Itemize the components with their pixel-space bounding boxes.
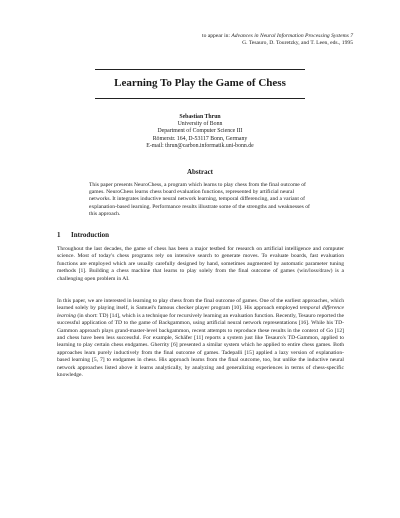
venue-title: Advances in Neural Information Processing Systems 7 (231, 33, 353, 39)
intro-paragraph-2 (57, 298, 344, 379)
author-name: Sebastian Thrun (179, 114, 221, 120)
venue-editors: G. Tesauro, D. Touretzky, and T. Leen, eds., 1995 (242, 40, 353, 47)
intro-paragraph-2-emphasis: temporal difference learning (57, 305, 344, 319)
title-rule-top (95, 69, 305, 70)
author-email: E-mail: thrun@carbon.informatik.uni-bonn.de (146, 142, 254, 149)
section-title: Introduction (71, 231, 109, 239)
intro-paragraph-2-part-a: In this paper, we are interested in learning to play chess from the final outcome of games. One of the earliest approaches, which learned solely by playing itself, is Samuel's famous checker player program [10]. His approach employed (57, 298, 344, 312)
author-block (90, 114, 310, 150)
abstract-heading: Abstract (186, 168, 214, 176)
title-rule-bottom (95, 98, 305, 99)
abstract-text: This paper presents NeuroChess, a program which learns to play chess from the final outcome of games. NeuroChess learns chess board evaluation functions, represented by artificial neural networks. It integrates inductive neural network learning, temporal differencing, and a variant of explanation-based learning. Performance results illustrate some of the strengths and weaknesses of this approach. (89, 182, 310, 217)
venue-note (93, 33, 353, 47)
section-number: 1 (57, 231, 61, 239)
paper-title: Learning To Play the Game of Chess (114, 77, 286, 89)
section-heading (57, 231, 337, 240)
venue-prefix: to appear in: (202, 33, 230, 39)
intro-paragraph-1: Throughout the last decades, the game of chess has been a major testbed for research on artificial intelligence and computer science. Most of today's chess programs rely on intensive search to generate moves. To evaluate boards, fast evaluation functions are employed which are usually carefully designed by hand, sometimes augmented by automatic parameter tuning methods [1]. Building a chess machine that learns to play solely from the final outcome of games (win/loss/draw) is a challenging open problem in AI. (57, 246, 344, 282)
author-address: Römerstr. 164, D-53117 Bonn, Germany (152, 135, 248, 142)
author-affiliation-1: University of Bonn (177, 121, 223, 128)
intro-paragraph-2-part-b: (in short: TD) [14], which is a technique for recursively learning an evaluation function. Recently, Tesauro reported the successful application of TD to the game of Backgammon, using artificial neural network representations [16]. While his TD-Gammon approach plays grand-master-level backgammon, recent attempts to reproduce these results in the context of Go [12] and chess have been less successful. For example, Schäfer [11] reports a system just like Tesauro's TD-Gammon, applied to learning to play certain chess endgames. Gherrity [6] presented a similar system which he applied to entire chess games. Both approaches learn purely inductively from the final outcome of games. Tadepalli [15] applied a lazy version of explanation-based learning [5, 7] to endgames in chess. His approach learns from the final outcome, too, but unlike the inductive neural network approaches listed above it learns analytically, by analyzing and generalizing experiences in terms of chess-specific knowledge. (57, 312, 344, 379)
author-affiliation-2: Department of Computer Science III (157, 128, 243, 135)
venue-line-1 (93, 33, 353, 40)
